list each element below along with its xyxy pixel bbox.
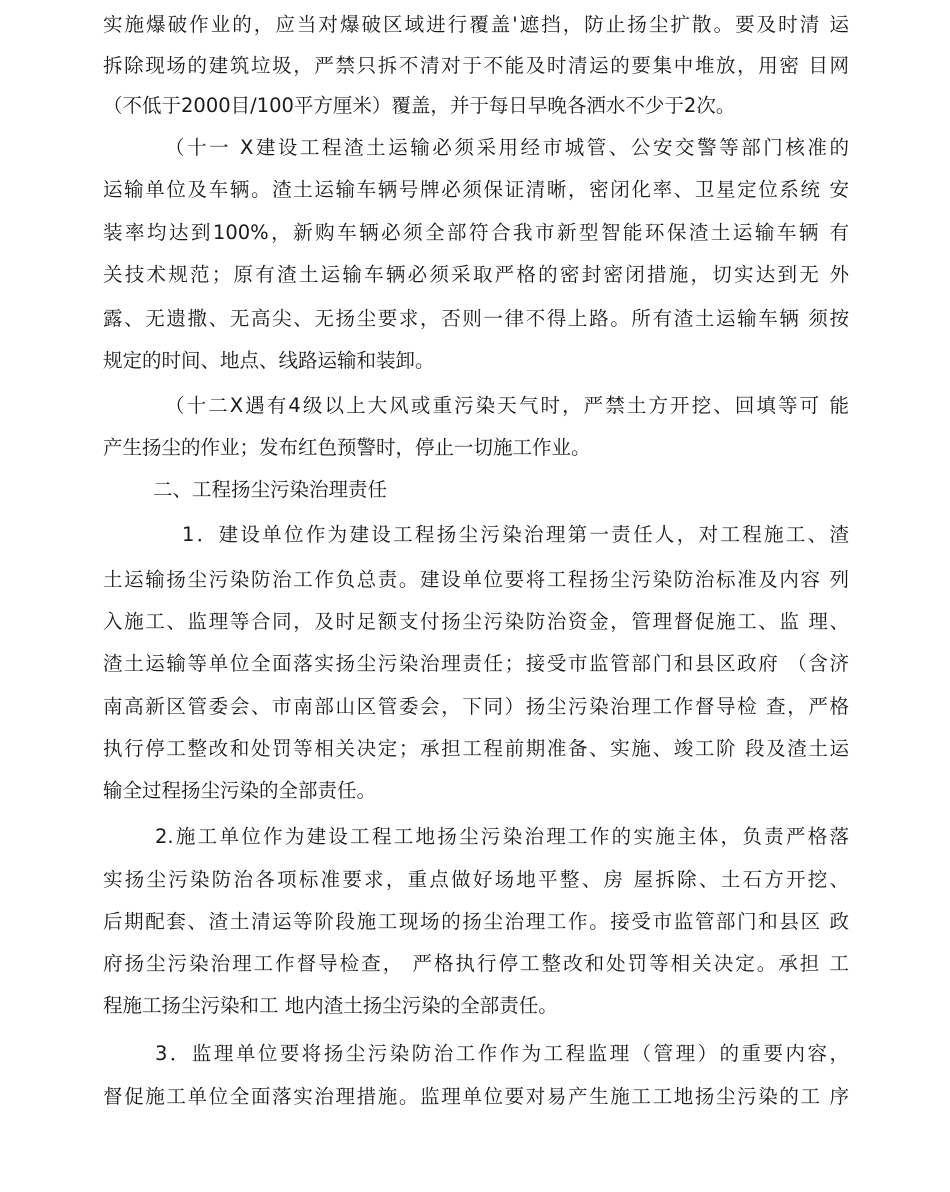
text-line: 程施工扬尘污染和工 地内渣土扬尘污染的全部责任。 [103,994,558,1017]
text-line: 2.施工单位作为建设工程工地扬尘污染治理工作的实施主体，负责严格落 [155,825,849,848]
text-line: 拆除现场的建筑垃圾，严禁只拆不清对于不能及时清运的要集中堆放，用密 目网 [103,54,849,77]
text-line: （十二X遇有4级以上大风或重污染天气时，严禁土方开挖、回填等可 能 [165,394,849,417]
text-line: 执行停工整改和处罚等相关决定；承担工程前期准备、实施、竣工阶 段及渣土运 [103,737,849,760]
text-line: 装率均达到100%，新购车辆必须全部符合我市新型智能环保渣土运输车辆 有 [103,221,849,244]
text-line: 督促施工单位全面落实治理措施。监理单位要对易产生施工工地扬尘污染的工 序 [103,1085,849,1108]
text-line: 关技术规范；原有渣土运输车辆必须采取严格的密封密闭措施，切实达到无 外 [103,263,849,286]
text-line: 输全过程扬尘污染的全部责任。 [103,779,377,802]
text-line: 土运输扬尘污染防治工作负总责。建设单位要将工程扬尘污染防治标准及内容 列 [103,568,849,591]
text-line: （十一 X建设工程渣土运输必须采用经市城管、公安交警等部门核准的 [165,136,849,159]
text-line: 入施工、监理等合同，及时足额支付扬尘污染防治资金，管理督促施工、监 理、 [103,610,849,633]
text-line: 实施爆破作业的，应当对爆破区域进行覆盖'遮挡，防止扬尘扩散。要及时清 运 [103,13,849,36]
text-line: 规定的时间、地点、线路运输和装卸。 [103,349,435,372]
text-line: （不低于2000目/100平方厘米）覆盖，并于每日早晚各洒水不少于2次。 [103,94,736,117]
text-line: 露、无遗撒、无高尖、无扬尘要求，否则一律不得上路。所有渣土运输车辆 须按 [103,307,849,330]
text-line: 产生扬尘的作业；发布红色预警时，停止一切施工作业。 [103,436,591,459]
text-line: 南高新区管委会、市南部山区管委会，下同）扬尘污染治理工作督导检 查，严格 [103,695,849,718]
text-line: 3．监理单位要将扬尘污染防治工作作为工程监理（管理）的重要内容， [155,1042,849,1065]
text-line: 府扬尘污染治理工作督导检查， 严格执行停工整改和处罚等相关决定。承担 工 [103,952,849,975]
text-line: 1．建设单位作为建设工程扬尘污染治理第一责任人，对工程施工、渣 [182,523,849,546]
section-heading: 二、工程扬尘污染治理责任 [153,478,388,501]
text-line: 渣土运输等单位全面落实扬尘污染治理责任；接受市监管部门和县区政府 （含济 [103,652,849,675]
text-line: 运输单位及车辆。渣土运输车辆号牌必须保证清晰，密闭化率、卫星定位系统 安 [103,178,849,201]
text-line: 后期配套、渣土清运等阶段施工现场的扬尘治理工作。接受市监管部门和县区 政 [103,910,849,933]
text-line: 实扬尘污染防治各项标准要求，重点做好场地平整、房 屋拆除、土石方开挖、 [103,868,849,891]
